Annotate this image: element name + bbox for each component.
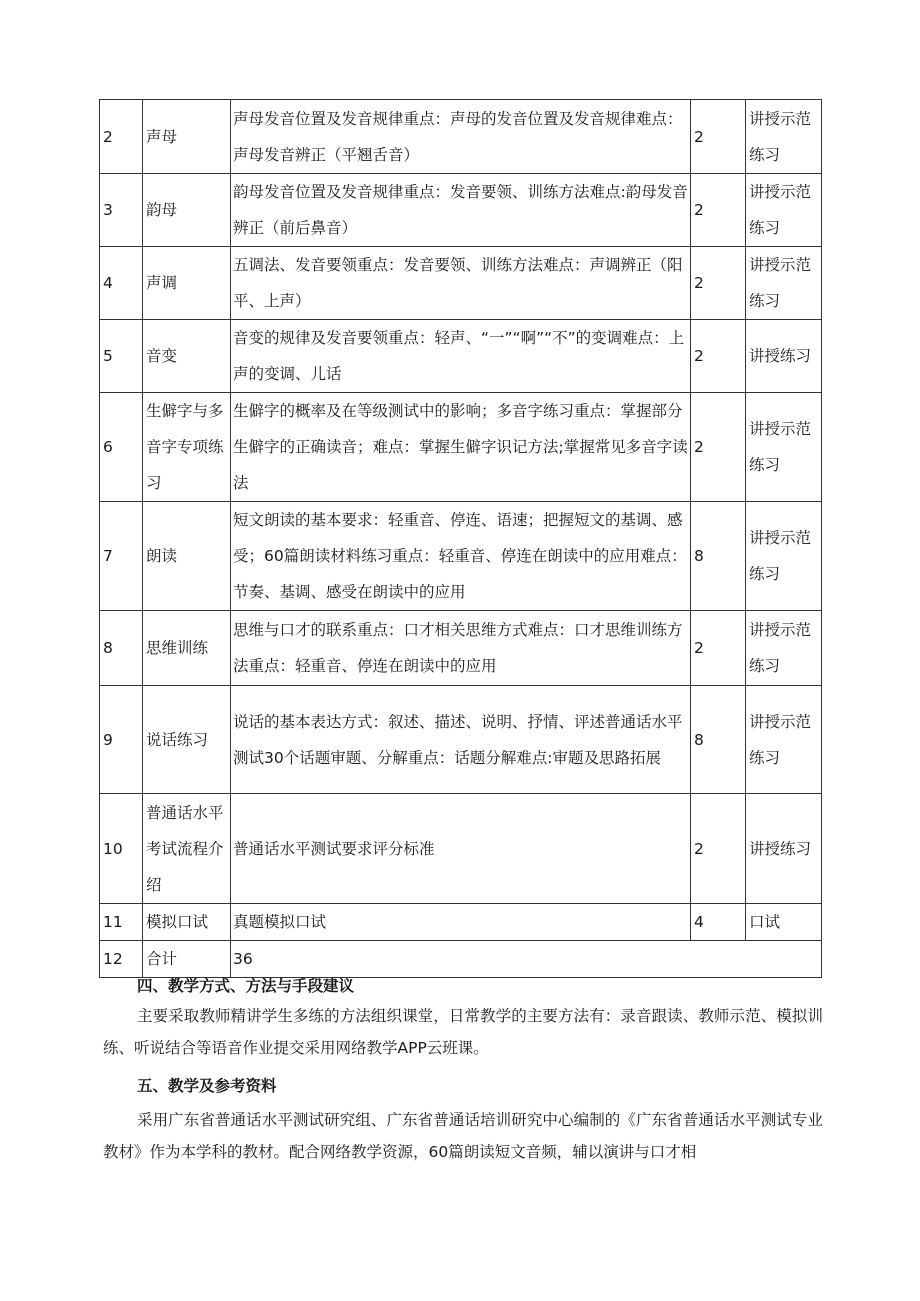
row-hours: 2	[691, 393, 746, 502]
row-hours: 2	[691, 794, 746, 904]
row-hours: 2	[691, 611, 746, 686]
row-method: 讲授示范练习	[746, 611, 822, 686]
row-content: 五调法、发音要领重点：发音要领、训练方法难点：声调辨正（阳平、上声）	[231, 247, 691, 320]
row-hours: 2	[691, 100, 746, 174]
table-row	[100, 247, 822, 320]
row-hours: 2	[691, 174, 746, 247]
row-content: 真题模拟口试	[231, 904, 691, 941]
table-row	[100, 174, 822, 247]
row-method: 讲授示范练习	[746, 502, 822, 611]
table-row	[100, 393, 822, 502]
row-topic: 声调	[143, 247, 231, 320]
row-content: 音变的规律及发音要领重点：轻声、“一”“啊”“不”的变调难点：上声的变调、儿话	[231, 320, 691, 393]
row-content: 短文朗读的基本要求：轻重音、停连、语速；把握短文的基调、感受；60篇朗读材料练习重点：轻重音、停连在朗读中的应用难点：节奏、基调、感受在朗读中的应用	[231, 502, 691, 611]
row-content: 声母发音位置及发音规律重点：声母的发音位置及发音规律难点：声母发音辨正（平翘舌音）	[231, 100, 691, 174]
row-method: 讲授示范练习	[746, 393, 822, 502]
row-topic: 合计	[143, 941, 231, 978]
row-topic: 声母	[143, 100, 231, 174]
row-method: 讲授示范练习	[746, 174, 822, 247]
row-number: 10	[100, 794, 143, 904]
table-row	[100, 794, 822, 904]
row-number: 11	[100, 904, 143, 941]
table-row	[100, 502, 822, 611]
row-content: 思维与口才的联系重点：口才相关思维方式难点：口才思维训练方法重点：轻重音、停连在朗读中的应用	[231, 611, 691, 686]
row-number: 5	[100, 320, 143, 393]
row-hours: 2	[691, 320, 746, 393]
row-method: 口试	[746, 904, 822, 941]
table-row	[100, 100, 822, 174]
row-number: 3	[100, 174, 143, 247]
row-topic: 朗读	[143, 502, 231, 611]
row-number: 4	[100, 247, 143, 320]
row-content: 韵母发音位置及发音规律重点：发音要领、训练方法难点:韵母发音辨正（前后鼻音）	[231, 174, 691, 247]
row-content: 普通话水平测试要求评分标准	[231, 794, 691, 904]
row-number: 12	[100, 941, 143, 978]
row-method: 讲授示范练习	[746, 686, 822, 794]
table-row	[100, 611, 822, 686]
table-row	[100, 686, 822, 794]
row-method: 讲授练习	[746, 794, 822, 904]
row-topic: 音变	[143, 320, 231, 393]
row-method: 讲授练习	[746, 320, 822, 393]
row-hours: 8	[691, 686, 746, 794]
section-5-heading: 五、教学及参考资料	[137, 1077, 277, 1095]
row-topic: 思维训练	[143, 611, 231, 686]
row-content: 生僻字的概率及在等级测试中的影响；多音字练习重点：掌握部分生僻字的正确读音；难点：掌握生僻字识记方法;掌握常见多音字读法	[231, 393, 691, 502]
row-topic: 模拟口试	[143, 904, 231, 941]
row-topic: 韵母	[143, 174, 231, 247]
section-5-text: 采用广东省普通话水平测试研究组、广东省普通话培训研究中心编制的《广东省普通话水平测试专业教材》作为本学科的教材。配合网络教学资源，60篇朗读短文音频，辅以演讲与口才相	[103, 1111, 823, 1161]
row-method: 讲授示范练习	[746, 100, 822, 174]
row-hours: 8	[691, 502, 746, 611]
section-4-heading: 四、教学方式、方法与手段建议	[137, 977, 355, 995]
row-content: 说话的基本表达方式：叙述、描述、说明、抒情、评述普通话水平测试30个话题审题、分解重点：话题分解难点:审题及思路拓展	[231, 686, 691, 794]
row-number: 7	[100, 502, 143, 611]
row-hours: 2	[691, 247, 746, 320]
row-hours: 4	[691, 904, 746, 941]
section-4-text: 主要采取教师精讲学生多练的方法组织课堂，日常教学的主要方法有：录音跟读、教师示范、模拟训练、听说结合等语音作业提交采用网络教学APP云班课。	[103, 1007, 823, 1057]
row-number: 8	[100, 611, 143, 686]
row-total: 36	[231, 941, 822, 978]
row-topic: 普通话水平考试流程介绍	[143, 794, 231, 904]
table-row	[100, 320, 822, 393]
row-number: 9	[100, 686, 143, 794]
row-method: 讲授示范练习	[746, 247, 822, 320]
row-number: 2	[100, 100, 143, 174]
row-topic: 生僻字与多音字专项练习	[143, 393, 231, 502]
row-number: 6	[100, 393, 143, 502]
course-schedule-table	[99, 99, 822, 978]
table-row	[100, 904, 822, 941]
row-topic: 说话练习	[143, 686, 231, 794]
